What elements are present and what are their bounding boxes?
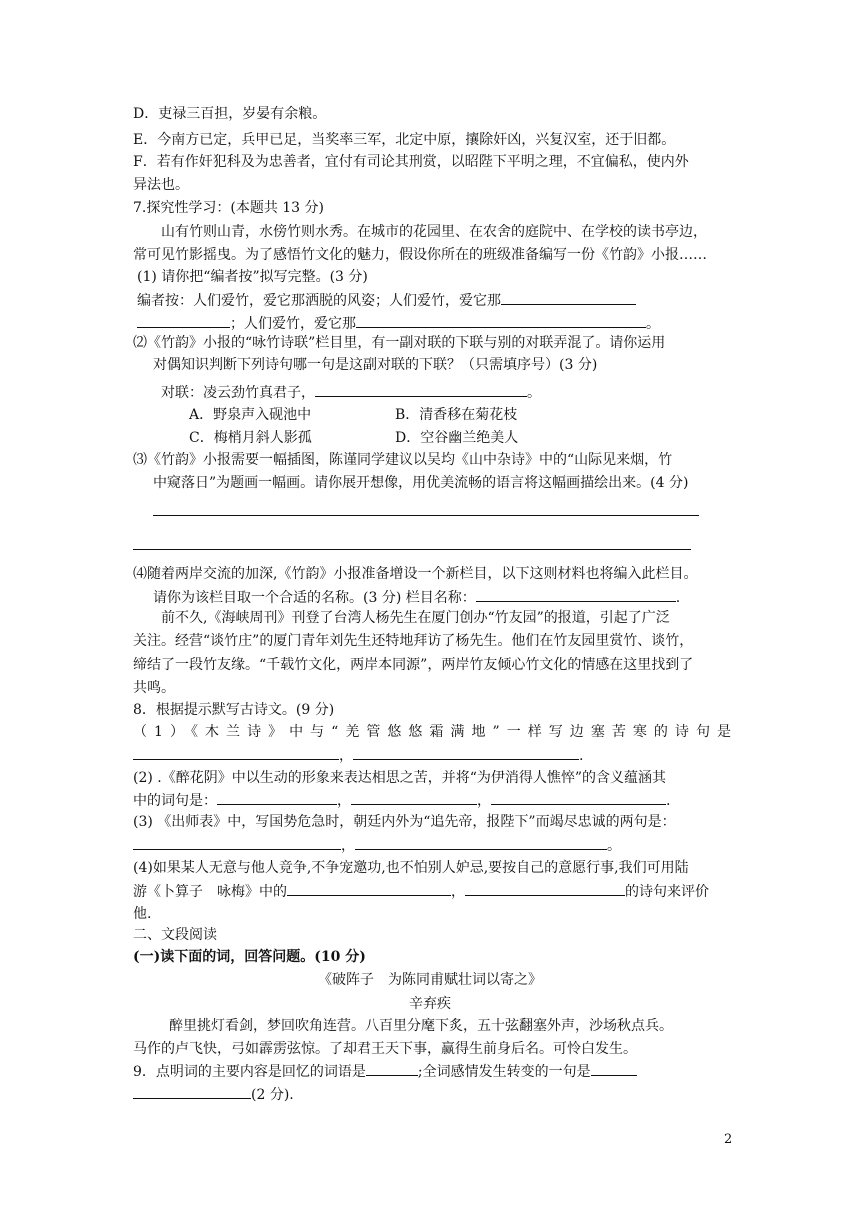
- answer-line[interactable]: [153, 515, 699, 516]
- poem-line-1: 醉里挑灯看剑，梦回吹角连营。八百里分麾下炙，五十弦翻塞外声，沙场秋点兵。: [169, 1018, 673, 1034]
- poem-author: 辛弃疾: [409, 996, 451, 1012]
- q7-intro-2: 常可见竹影摇曳。为了感悟竹文化的魅力，假设你所在的班级准备编写一份《竹韵》小报……: [133, 247, 707, 263]
- q8-part2-line2: 中的词句是： ， ， .: [133, 789, 670, 812]
- answer-blank[interactable]: [591, 1060, 637, 1076]
- section-2-heading: 二、文段阅读: [133, 927, 217, 943]
- poem-title: 《破阵子 为陈同甫赋壮词以寄之》: [318, 972, 542, 988]
- choice-a: A．野泉声入砚池中: [189, 407, 312, 423]
- question-9-line2: (2 分).: [133, 1083, 294, 1106]
- q8-part4-line2: 游《卜算子 咏梅》中的 ， 的诗句来评价: [133, 880, 709, 903]
- editor-note-line1: 编者按：人们爱竹，爱它那洒脱的风姿；人们爱竹，爱它那: [137, 289, 636, 312]
- answer-blank[interactable]: [137, 312, 230, 328]
- option-d: D．吏禄三百担，岁晏有余粮。: [133, 106, 327, 122]
- choice-c: C．梅梢月斜人影孤: [189, 430, 312, 446]
- q8-part3-line1: (3) 《出师表》中，写国势危急时，朝廷内外为“追先帝，报陛下”而竭尽忠诚的两句是：: [133, 814, 676, 830]
- material-para-3: 缔结了一段竹友缘。“千载竹文化，两岸本同源”，两岸竹友倾心竹文化的情感在这里找到了: [133, 657, 694, 673]
- page-number: 2: [724, 1132, 733, 1147]
- choice-b: B．清香移在菊花枝: [395, 407, 518, 423]
- answer-blank[interactable]: [465, 880, 625, 896]
- option-f-cont: 异法也。: [133, 177, 189, 193]
- answer-blank[interactable]: [133, 1083, 251, 1099]
- question-7-title: 7.探究性学习：(本题共 13 分): [133, 200, 324, 216]
- answer-blank[interactable]: [356, 312, 646, 328]
- q8-part4-line1: (4)如果某人无意与他人竞争,不争宠邀功,也不怕别人妒忌,要按自己的意愿行事,我们可用陆: [133, 860, 689, 876]
- subsection-1-heading: (一)读下面的词，回答问题。(10 分): [133, 949, 366, 965]
- material-para-1: 前不久,《海峡周刊》刊登了台湾人杨先生在厦门创办“竹友园”的报道，引起了广泛: [161, 610, 670, 626]
- q7-part2-line2: 对偶知识判断下列诗句哪一句是这副对联的下联？（只需填序号）(3 分): [153, 357, 598, 373]
- q8-part1-answers: ， .: [133, 744, 583, 767]
- q8-part4-line3: 他.: [133, 906, 152, 922]
- answer-blank[interactable]: [366, 1060, 418, 1076]
- q7-part4-line1: ⑷随着两岸交流的加深,《竹韵》小报准备增设一个新栏目，以下这则材料也将编入此栏目。: [133, 566, 698, 582]
- answer-blank[interactable]: [287, 880, 451, 896]
- answer-blank[interactable]: [501, 289, 636, 305]
- q7-part1: (1) 请你把“编者按”拟写完整。(3 分): [137, 269, 368, 285]
- column-name-blank[interactable]: [476, 586, 676, 602]
- question-8-title: 8．根据提示默写古诗文。(9 分): [133, 702, 335, 718]
- answer-blank[interactable]: [133, 834, 341, 850]
- answer-blank[interactable]: [351, 789, 477, 805]
- answer-blank[interactable]: [353, 744, 579, 760]
- q7-part2-line1: ⑵《竹韵》小报的“咏竹诗联”栏目里，有一副对联的下联与别的对联弄混了。请你运用: [133, 335, 666, 351]
- option-e: E．今南方已定，兵甲已足，当奖率三军，北定中原，攘除奸凶，兴复汉室，还于旧都。: [133, 132, 676, 148]
- q7-intro-1: 山有竹则山青，水傍竹则水秀。在城市的花园里、在农舍的庭院中、在学校的读书亭边，: [161, 224, 707, 240]
- couplet-line: 对联：凌云劲竹真君子， 。: [161, 381, 541, 404]
- answer-blank[interactable]: [217, 789, 337, 805]
- material-para-2: 关注。经营“谈竹庄”的厦门青年刘先生还特地拜访了杨先生。他们在竹友园里赏竹、谈竹，: [133, 633, 694, 649]
- answer-blank[interactable]: [491, 789, 666, 805]
- answer-blank[interactable]: [355, 834, 607, 850]
- question-9-line1: 9．点明词的主要内容是回忆的词语是 ;全词感情发生转变的一句是: [133, 1060, 637, 1083]
- poem-line-2: 马作的卢飞快，弓如霹雳弦惊。了却君王天下事，赢得生前身后名。可怜白发生。: [133, 1041, 637, 1057]
- option-f: F．若有作奸犯科及为忠善者，宜付有司论其刑赏，以昭陛下平明之理，不宜偏私，使内外: [133, 154, 689, 170]
- material-para-4: 共鸣。: [133, 680, 175, 696]
- q7-part3-line2: 中窥落日”为题画一幅画。请你展开想像，用优美流畅的语言将这幅画描绘出来。(4 分): [153, 475, 689, 491]
- q8-part3-answers: ， 。: [133, 834, 621, 857]
- answer-blank[interactable]: [315, 381, 527, 397]
- q8-part1: （1）《木兰诗》中与“羌管悠悠霜满地”一样写边塞苦寒的诗句是: [133, 724, 731, 740]
- editor-note-line2: ；人们爱竹，爱它那 。: [137, 312, 660, 335]
- answer-blank[interactable]: [133, 744, 339, 760]
- q8-part2-line1: (2) .《醉花阴》中以生动的形象来表达相思之苦，并将“为伊消得人憔悴”的含义蕴涵其: [133, 770, 667, 786]
- choice-d: D．空谷幽兰绝美人: [395, 430, 519, 446]
- answer-line[interactable]: [133, 549, 691, 550]
- q7-part4-line2: 请你为该栏目取一个合适的名称。(3 分) 栏目名称： .: [153, 586, 680, 609]
- q7-part3-line1: ⑶《竹韵》小报需要一幅插图，陈谨同学建议以吴均《山中杂诗》中的“山际见来烟，竹: [133, 452, 673, 468]
